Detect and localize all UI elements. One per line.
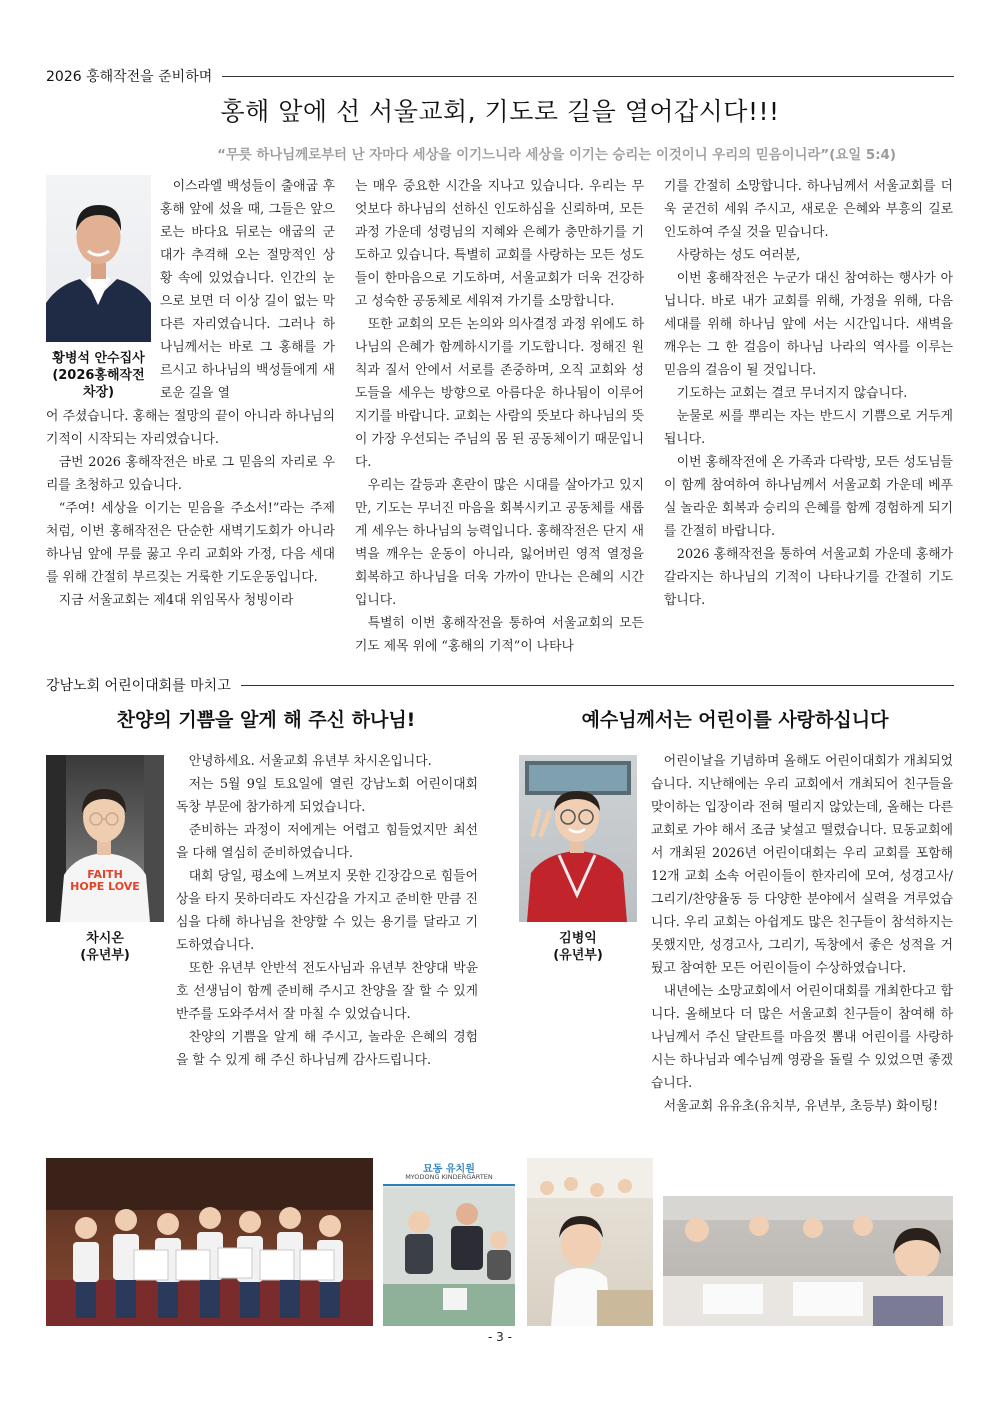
section-label: 강남노회 어린이대회를 마치고 <box>46 678 231 694</box>
article-paragraph: 또한 유년부 안반석 전도사님과 유년부 찬양대 박윤호 선생님이 함께 준비해 주시고 찬양을 잘 할 수 있게 반주를 도와주셔서 잘 마칠 수 있었습니다. <box>176 961 478 1022</box>
section-header-prayer <box>46 66 954 86</box>
left-article-title: 찬양의 기쁨을 알게 해 주신 하나님! <box>116 709 416 731</box>
article-paragraph: 기를 간절히 소망합니다. 하나님께서 서울교회를 더욱 굳건히 세워 주시고, 새로운 은혜와 부흥의 길로 인도하여 주실 것을 믿습니다. <box>664 179 953 240</box>
article-paragraph: 는 매우 중요한 시간을 지나고 있습니다. 우리는 무엇보다 하나님의 선하신 인도하심을 신뢰하며, 모든 과정 가운데 성령님의 지혜와 은혜가 충만하기를 기도하고 있습니다. 특별히 교회를 사랑하는 모든 성도들이 한마음으로 기도하며, 서울교회가 더욱 건강하고 성숙한 공동체로 세워져 가기를 소망합니다. <box>355 179 644 309</box>
article-paragraph: 이스라엘 백성들이 출애굽 후 홍해 앞에 섰을 때, 그들은 앞으로는 바다요 뒤로는 애굽의 군대가 추격해 오는 절망적인 상황 속에 있었습니다. 인간의 눈으로 보면 더 이상 길이 없는 막다른 자리였습니다. 그러나 하나님께서는 바로 그 홍해를 가르시고 하나님의 백성들에게 새로운 길을 열 <box>160 179 335 401</box>
right-article-title: 예수님께서는 어린이를 사랑하십니다 <box>581 709 889 731</box>
article-column-1-wrap <box>160 175 335 405</box>
section-rule <box>222 76 954 77</box>
chasion-caption: 차시온 (유년부) <box>80 931 130 963</box>
article-column-2 <box>355 175 644 658</box>
article-title: 홍해 앞에 선 서울교회, 기도로 길을 열어갑시다!!! <box>220 97 780 126</box>
article-paragraph: 내년에는 소망교회에서 어린이대회를 개최한다고 합니다. 올해보다 더 많은 서울교회 친구들이 참여해 하나님께서 주신 달란트를 마음껏 뽐내 어린이를 사랑하시는 하나님과 예수님께 영광을 돌릴 수 있었으면 좋겠습니다. <box>651 984 953 1091</box>
right-article-body <box>651 750 953 1118</box>
article-paragraph: 특별히 이번 홍해작전을 통하여 서울교회의 모든 기도 제목 위에 “홍해의 기적”이 나타나 <box>355 616 644 654</box>
left-article-body <box>176 750 478 1072</box>
article-paragraph: 우리는 갈등과 혼란이 많은 시대를 살아가고 있지만, 기도는 무너진 마음을 회복시키고 공동체를 새롭게 세우는 하나님의 능력입니다. 홍해작전은 단지 새벽을 깨우는 운동이 아니라, 잃어버린 영적 열정을 회복하고 하나님을 더욱 가까이 만나는 은혜의 시간입니다. <box>355 478 644 608</box>
group-photo <box>46 1158 373 1326</box>
article-paragraph: 지금 서울교회는 제4대 위임목사 청빙이라 <box>58 593 294 608</box>
article-paragraph: 대회 당일, 평소에 느껴보지 못한 긴장감으로 힘들어 상을 타지 못하더라도 자신감을 가지고 준비한 만큼 진심을 다해 하나님을 찬양할 수 있는 용기를 달라고 기도하였습니다. <box>176 869 478 953</box>
kimbyungik-caption: 김병익 (유년부) <box>553 931 603 963</box>
kindergarten-banner-text: MYODONG KINDERGARTEN <box>405 1173 493 1181</box>
article-paragraph: 서울교회 유유초(유치부, 유년부, 초등부) 화이팅! <box>663 1099 939 1114</box>
kindergarten-logo-text: 묘동 유치원 <box>423 1164 475 1175</box>
article-column-1 <box>46 405 335 612</box>
article-paragraph: 저는 5월 9일 토요일에 열린 강남노회 어린이대회 독창 부문에 참가하게 되었습니다. <box>176 777 478 815</box>
article-paragraph: 2026 홍해작전을 통하여 서울교회 가운데 홍해가 갈라지는 하나님의 기적이 나타나기를 간절히 기도합니다. <box>664 547 953 608</box>
article-column-3 <box>664 175 953 612</box>
kindergarten-photo <box>383 1158 515 1326</box>
article-paragraph: 사랑하는 성도 여러분, <box>676 248 801 263</box>
article-paragraph: 기도하는 교회는 결코 무너지지 않습니다. <box>676 386 908 401</box>
section-header-children <box>46 675 954 695</box>
article-paragraph: 어린이날을 기념하며 올해도 어린이대회가 개최되었습니다. 지난해에는 우리 교회에서 개최되어 친구들을 맞이하는 입장이라 전혀 떨리지 않았는데, 올해는 다른 교회로 가야 해서 조금 낯설고 떨렸습니다. 묘동교회에서 개최된 2026년 어린이대회는 우리 교회를 포함해 12개 교회 소속 어린이들이 한자리에 모여, 성경고사/그리기/찬양율동 등 다양한 분야에서 실력을 겨루었습니다. 우리 교회는 아쉽게도 많은 친구들이 참석하지는 못했지만, 성경고사, 그리기, 독창에서 좋은 성적을 거뒀고 참여한 모든 어린이들이 수상하였습니다. <box>651 754 953 976</box>
author-caption: 황병석 안수집사 (2026홍해작전 차장) <box>52 351 145 400</box>
bible-verse: “무릇 하나님께로부터 난 자마다 세상을 이기느니라 세상을 이기는 승리는 이것이니 우리의 믿음이니라”(요일 5:4) <box>217 148 896 163</box>
drawing-photo <box>663 1196 953 1326</box>
section-label: 2026 홍해작전을 준비하며 <box>46 69 213 85</box>
article-paragraph: 또한 교회의 모든 논의와 의사결정 과정 위에도 하나님의 은혜가 함께하시기를 기도합니다. 정해진 원칙과 질서 안에서 서로를 존중하며, 오직 교회와 성도들을 세우는 방향으로 아름다운 하나됨이 이루어지기를 바랍니다. 교회는 사람의 뜻보다 하나님의 뜻이 가장 우선되는 주님의 몸 된 공동체이기 때문입니다. <box>355 317 644 470</box>
kindergarten-banner <box>383 1158 515 1186</box>
page-number: - 3 - <box>488 1330 512 1344</box>
section-rule <box>241 685 954 686</box>
article-paragraph: 이번 홍해작전에 온 가족과 다락방, 모든 성도님들이 함께 참여하여 하나님께서 서울교회 가운데 베푸실 놀라운 회복과 승리의 은혜를 함께 경험하게 되기를 간절히 바랍니다. <box>664 455 953 539</box>
article-paragraph: 준비하는 과정이 저에게는 어렵고 힘들었지만 최선을 다해 열심히 준비하였습니다. <box>176 823 478 861</box>
article-paragraph: 안녕하세요. 서울교회 유년부 차시온입니다. <box>188 754 432 769</box>
article-paragraph: 어 주셨습니다. 홍해는 절망의 끝이 아니라 하나님의 기적이 시작되는 자리였습니다. <box>46 409 335 447</box>
article-paragraph: 금번 2026 홍해작전은 바로 그 믿음의 자리로 우리를 초청하고 있습니다. <box>46 455 335 493</box>
article-paragraph: 이번 홍해작전은 누군가 대신 참여하는 행사가 아닙니다. 바로 내가 교회를 위해, 가정을 위해, 다음 세대를 위해 하나님 앞에 서는 시간입니다. 새벽을 깨우는 그 한 걸음이 하나님 나라의 역사를 이루는 믿음의 걸음이 될 것입니다. <box>664 271 953 378</box>
shirt-print: FAITH HOPE LOVE <box>70 868 140 893</box>
author-photo <box>46 175 151 342</box>
child-photo-kimbyungik <box>519 755 637 922</box>
child-photo-chasion <box>46 755 164 922</box>
article-paragraph: 찬양의 기쁨을 알게 해 주시고, 놀라운 은혜의 경험을 할 수 있게 해 주신 하나님께 감사드립니다. <box>176 1030 478 1068</box>
article-paragraph: “주여! 세상을 이기는 믿음을 주소서!”라는 주제처럼, 이번 홍해작전은 단순한 새벽기도회가 아니라 하나님 앞에 무릎 꿇고 우리 교회와 가정, 다음 세대를 위해 간절히 부르짖는 거룩한 기도운동입니다. <box>46 501 335 585</box>
article-paragraph: 눈물로 씨를 뿌리는 자는 반드시 기쁨으로 거두게 됩니다. <box>664 409 953 447</box>
classroom-photo <box>527 1158 653 1326</box>
